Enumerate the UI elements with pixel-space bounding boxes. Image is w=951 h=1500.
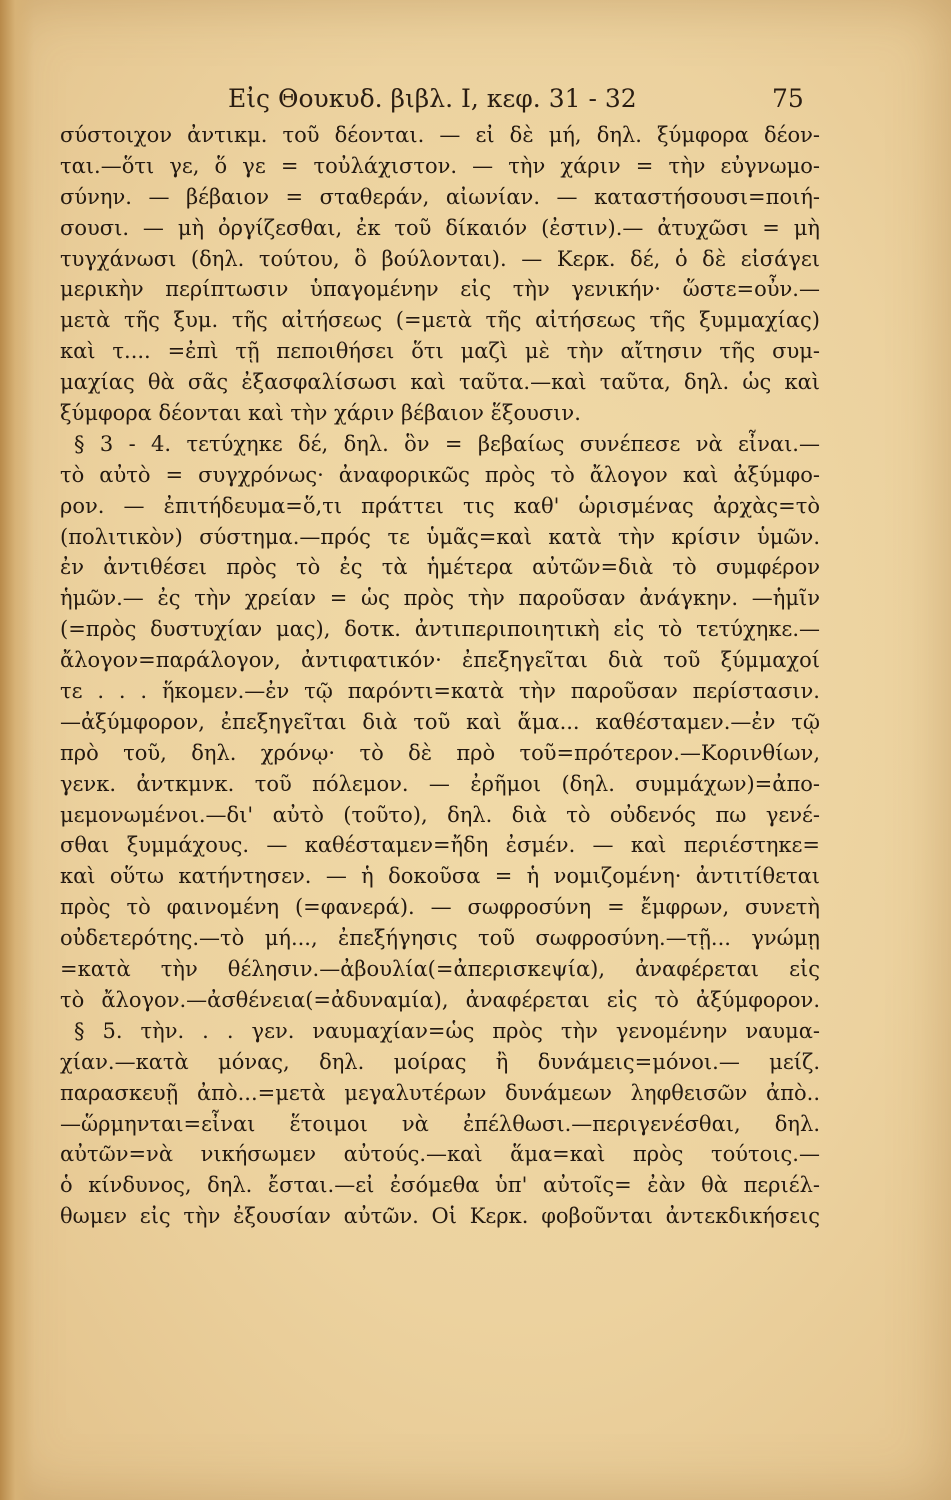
text-line: οὐδετερότης.—τὸ μή..., ἐπεξήγησις τοῦ σωφροσύνη.—τῇ... γνώμῃ — [60, 926, 820, 951]
text-line: μερικὴν περίπτωσιν ὑπαγομένην εἰς τὴν γενικήν· ὥστε=οὖν.— — [60, 277, 820, 302]
section-start-line: § 5. τὴν. . . γεν. ναυμαχίαν=ὡς πρὸς τὴν γενομένην ναυμα- — [74, 1018, 820, 1043]
text-line: =κατὰ τὴν θέλησιν.—ἀβουλία(=ἀπερισκεψία), ἀναφέρεται εἰς — [60, 957, 820, 982]
text-line: χίαν.—κατὰ μόνας, δηλ. μοίρας ἢ δυνάμεις=μόνοι.— μείζ. — [60, 1049, 820, 1074]
page-number: 75 — [772, 84, 804, 113]
text-line: παρασκευῇ ἀπὸ...=μετὰ μεγαλυτέρων δυνάμεων ληφθεισῶν ἀπὸ.. — [60, 1080, 820, 1105]
text-line: ὁ κίνδυνος, δηλ. ἔσται.—εἰ ἐσόμεθα ὑπ' αὐτοῖς= ἐὰν θὰ περιέλ- — [60, 1173, 820, 1198]
text-line: σύνην. — βέβαιον = σταθεράν, αἰωνίαν. — καταστήσουσι=ποιή- — [60, 184, 820, 209]
text-line: γενκ. ἀντκμνκ. τοῦ πόλεμον. — ἐρῆμοι (δηλ. συμμάχων)=ἀπο- — [60, 771, 820, 796]
text-line: πρὸς τὸ φαινομένη (=φανερά). — σωφροσύνη = ἔμφρων, συνετὴ — [60, 895, 820, 920]
text-line: τὸ ἄλογον.—ἀσθένεια(=ἀδυναμία), ἀναφέρεται εἰς τὸ ἀξύμφορον. — [60, 987, 820, 1012]
text-line: ται.—ὅτι γε, ὅ γε = τοὐλάχιστον. — τὴν χάριν = τὴν εὐγνωμο- — [60, 153, 820, 178]
running-title: Εἰς Θουκυδ. βιβλ. Ι, κεφ. 31 - 32 — [228, 84, 637, 113]
page-edge-shadow — [0, 0, 34, 1500]
text-line: τὸ αὐτὸ = συγχρόνως· ἀναφορικῶς πρὸς τὸ ἄλογον καὶ ἀξύμφο- — [60, 462, 820, 487]
text-line: σύστοιχον ἀντικμ. τοῦ δέονται. — εἰ δὲ μή, δηλ. ξύμφορα δέον- — [60, 123, 820, 147]
text-line: (=πρὸς δυστυχίαν μας), δοτκ. ἀντιπεριποιητικὴ εἰς τὸ τετύχηκε.— — [60, 617, 820, 642]
text-line: πρὸ τοῦ, δηλ. χρόνῳ· τὸ δὲ πρὸ τοῦ=πρότερον.—Κορινθίων, — [60, 740, 820, 765]
text-line: αὐτῶν=νὰ νικήσωμεν αὐτούς.—καὶ ἅμα=καὶ πρὸς τούτοις.— — [60, 1142, 820, 1167]
text-line: ἡμῶν.— ἐς τὴν χρείαν = ὡς πρὸς τὴν παροῦσαν ἀνάγκην. —ἡμῖν — [60, 586, 820, 611]
text-line: σουσι. — μὴ ὀργίζεσθαι, ἐκ τοῦ δίκαιόν (ἐστιν).— ἀτυχῶσι = μὴ — [60, 215, 820, 240]
section-start-line: § 3 - 4. τετύχηκε δέ, δηλ. ὃν = βεβαίως συνέπεσε νὰ εἶναι.— — [74, 431, 820, 456]
running-header — [0, 84, 951, 124]
text-line: τυγχάνωσι (δηλ. τούτου, ὃ βούλονται). — Κερκ. δέ, ὁ δὲ εἰσάγει — [60, 246, 820, 271]
text-line: ξύμφορα δέονται καὶ τὴν χάριν βέβαιον ἕξουσιν. — [60, 401, 581, 426]
text-line: (πολιτικὸν) σύστημα.—πρός τε ὑμᾶς=καὶ κατὰ τὴν κρίσιν ὑμῶν. — [60, 524, 820, 549]
text-line: μετὰ τῆς ξυμ. τῆς αἰτήσεως (=μετὰ τῆς αἰτήσεως τῆς ξυμμαχίας) — [60, 308, 820, 333]
text-line: ἐν ἀντιθέσει πρὸς τὸ ἐς τὰ ἡμέτερα αὐτῶν=διὰ τὸ συμφέρον — [60, 555, 820, 580]
text-line: καὶ οὕτω κατήντησεν. — ἡ δοκοῦσα = ἡ νομιζομένη· ἀντιτίθεται — [60, 864, 820, 889]
text-line: μαχίας θὰ σᾶς ἐξασφαλίσωσι καὶ ταῦτα.—καὶ ταῦτα, δηλ. ὡς καὶ — [60, 370, 820, 395]
text-line: σθαι ξυμμάχους. — καθέσταμεν=ἤδη ἐσμέν. — καὶ περιέστηκε= — [60, 833, 820, 858]
text-line: ρον. — ἐπιτήδευμα=ὅ,τι πράττει τις καθ' ὡρισμένας ἀρχὰς=τὸ — [60, 493, 820, 518]
text-line: ἄλογον=παράλογον, ἀντιφατικόν· ἐπεξηγεῖται διὰ τοῦ ξύμμαχοί — [60, 648, 820, 673]
text-line: —ἀξύμφορον, ἐπεξηγεῖται διὰ τοῦ καὶ ἅμα... καθέσταμεν.—ἐν τῷ — [60, 709, 820, 734]
text-line: θωμεν εἰς τὴν ἐξουσίαν αὐτῶν. Οἱ Κερκ. φοβοῦνται ἀντεκδικήσεις — [60, 1204, 820, 1229]
text-line: μεμονωμένοι.—δι' αὐτὸ (τοῦτο), δηλ. διὰ τὸ οὐδενός πω γενέ- — [60, 802, 820, 827]
text-line: —ὥρμηνται=εἶναι ἕτοιμοι νὰ ἐπέλθωσι.—περιγενέσθαι, δηλ. — [60, 1111, 820, 1136]
commentary-text — [60, 120, 820, 1232]
text-line: καὶ τ.... =ἐπὶ τῇ πεποιθήσει ὅτι μαζὶ μὲ τὴν αἴτησιν τῆς συμ- — [60, 339, 820, 364]
text-line: τε . . . ἥκομεν.—ἐν τῷ παρόντι=κατὰ τὴν παροῦσαν περίστασιν. — [60, 679, 820, 704]
